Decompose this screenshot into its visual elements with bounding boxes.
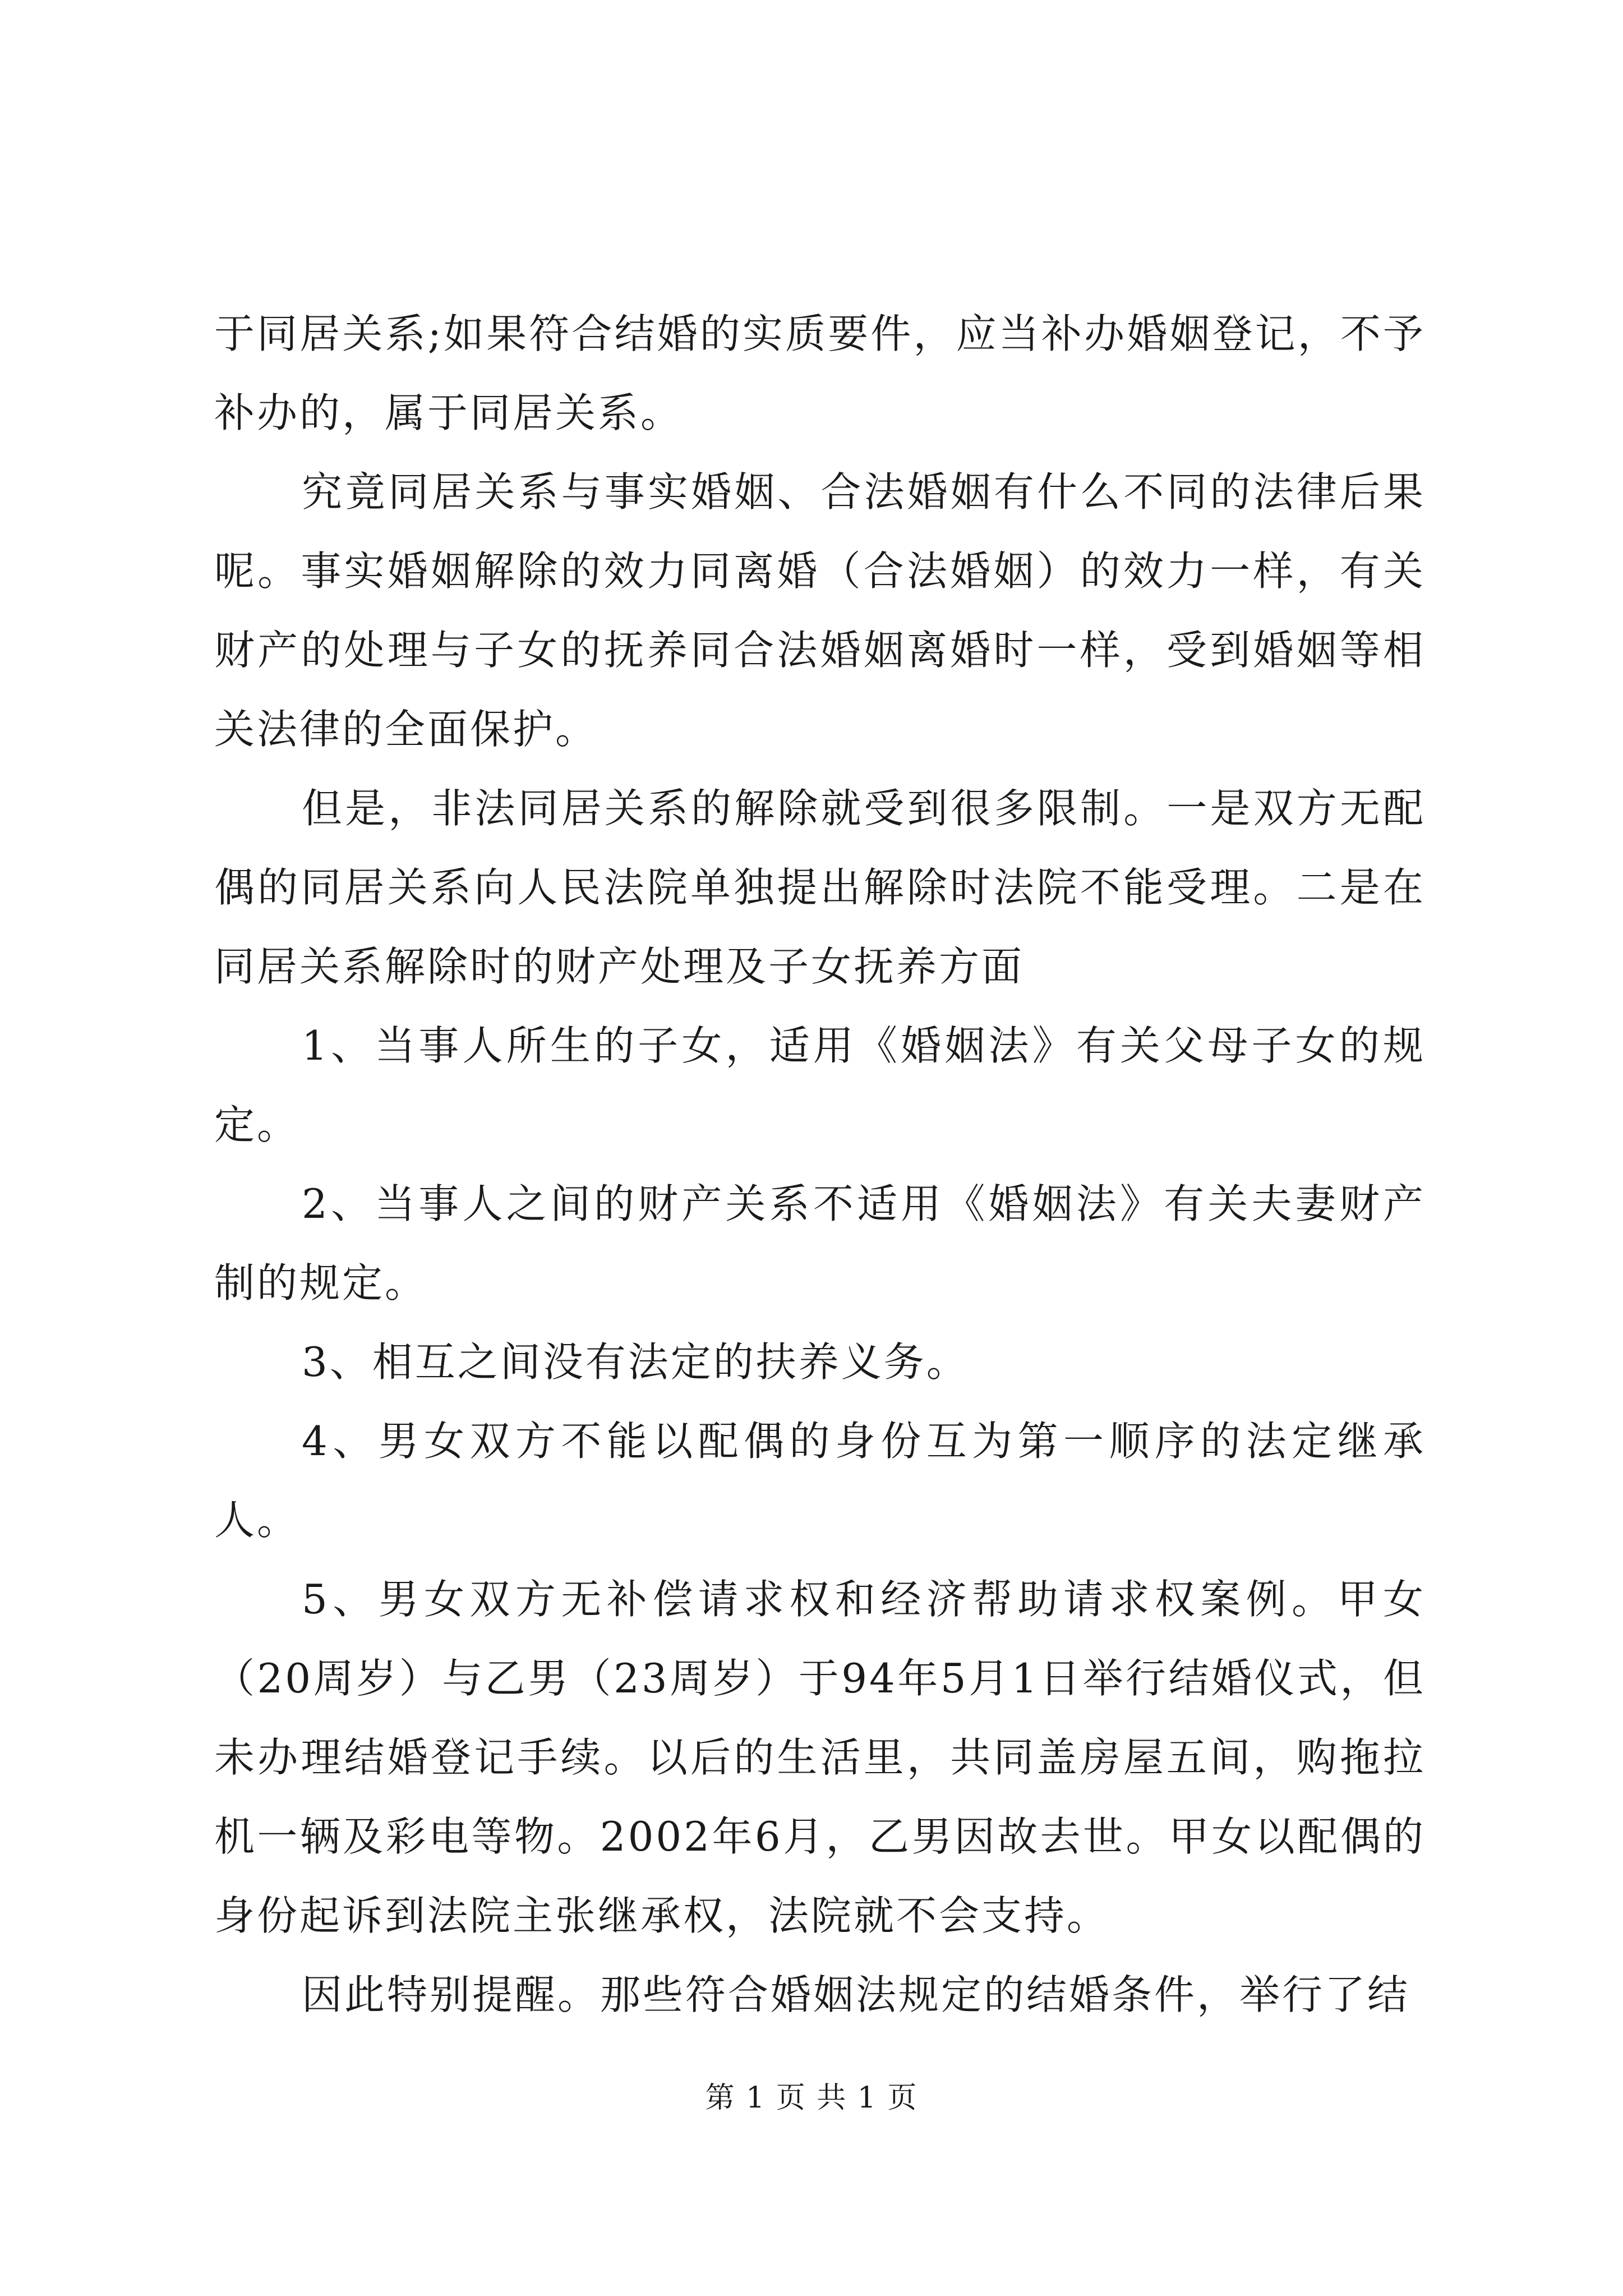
document-body	[214, 295, 1426, 2035]
list-item-4: 4、男女双方不能以配偶的身份互为第一顺序的法定继承人。	[214, 1418, 1426, 1544]
page-number-label: 第 1 页 共 1 页	[705, 2081, 918, 2115]
page-footer	[0, 2078, 1623, 2118]
paragraph-3: 但是，非法同居关系的解除就受到很多限制。一是双方无配偶的同居关系向人民法院单独提出解除时法院不能受理。二是在同居关系解除时的财产处理及子女抚养方面	[214, 785, 1426, 990]
list-item-3: 3、相互之间没有法定的扶养义务。	[302, 1338, 969, 1386]
list-item-5: 5、男女双方无补偿请求权和经济帮助请求权案例。甲女（20周岁）与乙男（23周岁）于94年5月1日举行结婚仪式，但未办理结婚登记手续。以后的生活里，共同盖房屋五间，购拖拉机一辆及彩电等物。2002年6月，乙男因故去世。甲女以配偶的身份起诉到法院主张继承权，法院就不会支持。	[214, 1576, 1426, 1939]
paragraph-final: 因此特别提醒。那些符合婚姻法规定的结婚条件，举行了结	[302, 1971, 1410, 2018]
paragraph-1: 于同居关系;如果符合结婚的实质要件，应当补办婚姻登记，不予补办的，属于同居关系。	[214, 310, 1426, 436]
list-item-2: 2、当事人之间的财产关系不适用《婚姻法》有关夫妻财产制的规定。	[214, 1180, 1426, 1306]
paragraph-2: 究竟同居关系与事实婚姻、合法婚姻有什么不同的法律后果呢。事实婚姻解除的效力同离婚（合法婚姻）的效力一样，有关财产的处理与子女的抚养同合法婚姻离婚时一样，受到婚姻等相关法律的全面保护。	[214, 468, 1426, 753]
list-item-1: 1、当事人所生的子女，适用《婚姻法》有关父母子女的规定。	[214, 1022, 1426, 1148]
